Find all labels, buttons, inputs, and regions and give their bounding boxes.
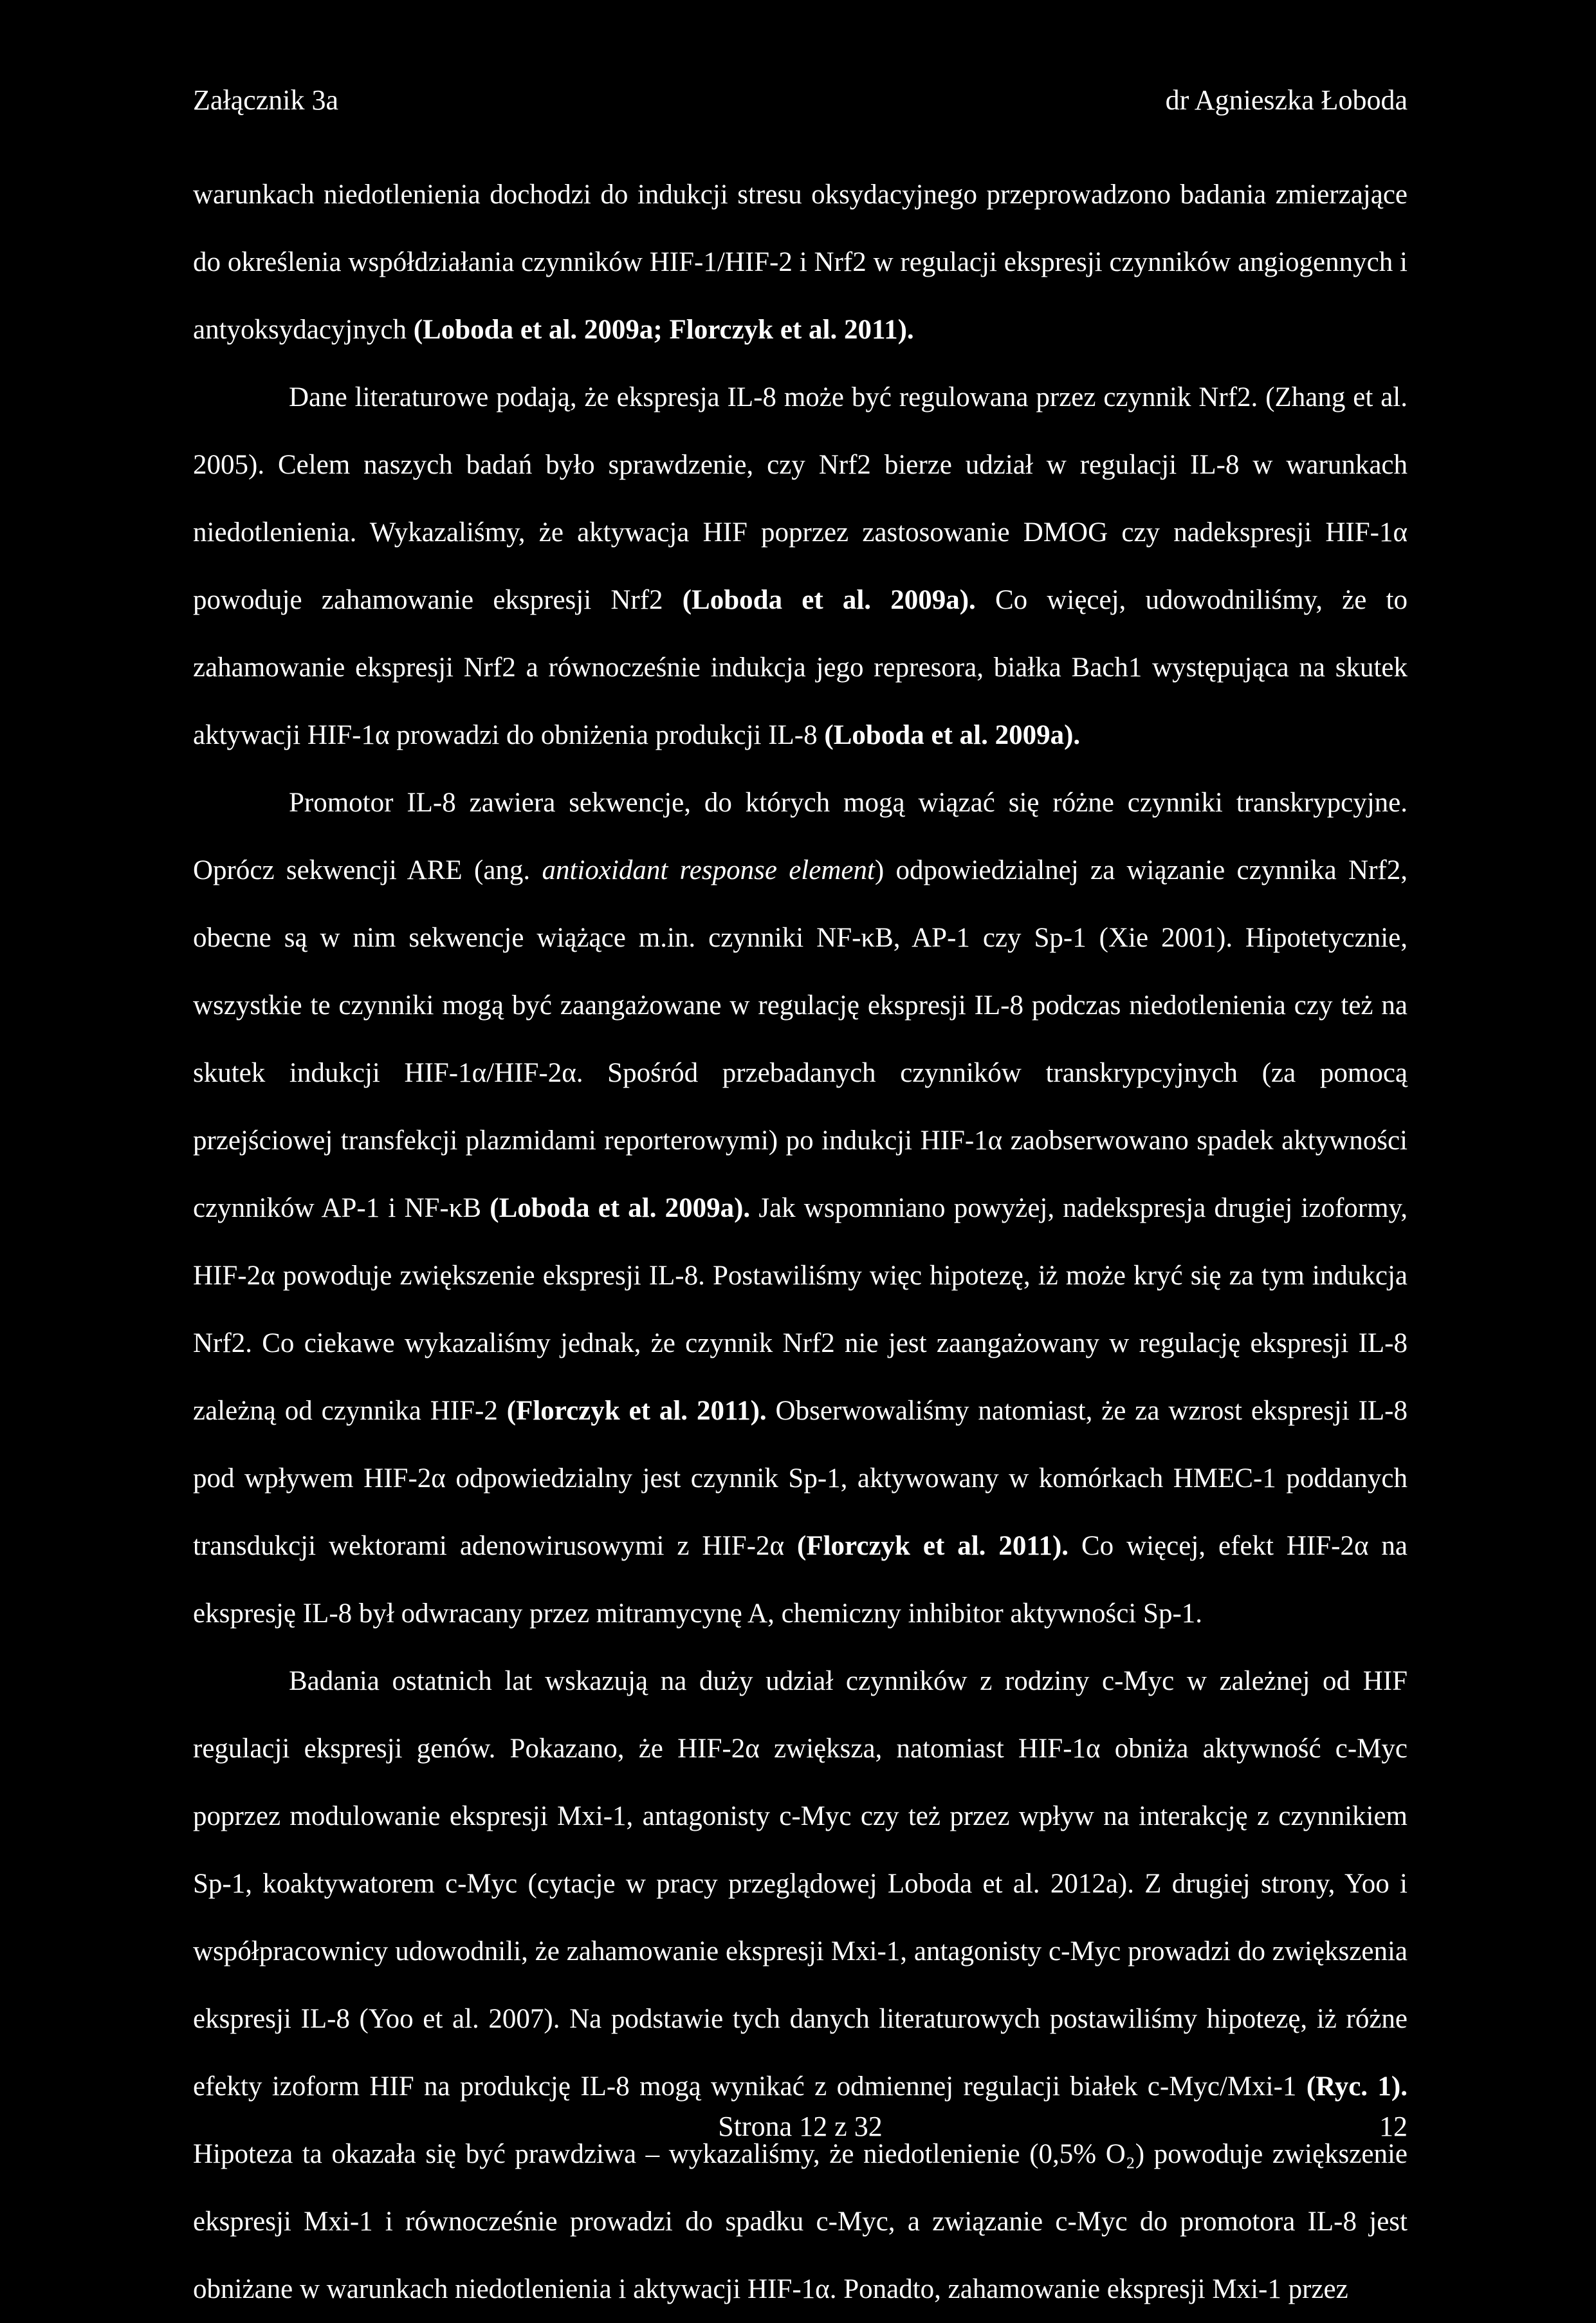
page-label: Strona 12 z 32 <box>718 2111 883 2142</box>
text-run: Promotor IL-8 zawiera sekwencje, do których mogą wiązać się różne czynniki transkrypcyjne. Oprócz sekwencji ARE (ang. <box>193 788 1408 885</box>
citation: (Loboda et al. 2009a; Florczyk et al. 2011). <box>413 315 914 345</box>
document-body <box>193 161 1408 2323</box>
text-run: Badania ostatnich lat wskazują na duży udział czynników z rodziny c-Myc w zależnej od HIF regulacji ekspresji genów. Pokazano, że HIF-2α zwiększa, natomiast HIF-1α obniża aktywność c-Myc poprzez modulowanie ekspresji Mxi-1, antagonisty c-Myc czy też przez wpływ na interakcję z czynnikiem Sp-1, koaktywatorem c-Myc (cytacje w pracy przeglądowej Loboda et al. 2012a). Z drugiej strony, Yoo i współpracownicy udowodnili, że zahamowanie ekspresji Mxi-1, antagonisty c-Myc prowadzi do zwiększenia ekspresji IL-8 (Yoo et al. 2007). Na podstawie tych danych literaturowych postawiliśmy hipotezę, iż różne efekty izoform HIF na produkcję IL-8 mogą wynikać z odmiennej regulacji białek c-Myc/Mxi-1 <box>193 1666 1408 2102</box>
header-left: Załącznik 3a <box>193 84 338 116</box>
text-run: warunkach niedotlenienia dochodzi do indukcji stresu oksydacyjnego przeprowadzono badania zmierzające do określenia współdziałania czynników HIF-1/HIF-2 i Nrf2 w regulacji ekspresji czynników angiogennych i antyoksydacyjnych <box>193 180 1408 345</box>
text-run: Jak wspomniano powyżej, nadekspresja drugiej izoformy, HIF-2α powoduje zwiększenie ekspresji IL-8. Postawiliśmy więc hipotezę, iż może kryć się za tym indukcja Nrf2. Co ciekawe wykazaliśmy jednak, że czynnik Nrf2 nie jest zaangażowany w regulację ekspresji IL-8 zależną od czynnika HIF-2 <box>193 1193 1408 1426</box>
text-run: Obserwowaliśmy natomiast, że za wzrost ekspresji IL-8 pod wpływem HIF-2α odpowiedzialny jest czynnik Sp-1, aktywowany w komórkach HMEC-1 poddanych transdukcji wektorami adenowirusowymi z HIF-2α <box>193 1396 1408 1561</box>
text-run: Co więcej, efekt HIF-2α na ekspresję IL-8 był odwracany przez mitramycynę A, chemiczny inhibitor aktywności Sp-1. <box>193 1531 1408 1629</box>
paragraph <box>193 769 1408 1647</box>
citation: (Loboda et al. 2009a). <box>682 585 976 615</box>
citation: (Loboda et al. 2009a). <box>824 720 1081 750</box>
text-run: Dane literaturowe podają, że ekspresja IL-8 może być regulowana przez czynnik Nrf2. (Zhang et al. 2005). Celem naszych badań było sprawdzenie, czy Nrf2 bierze udział w regulacji IL-8 w warunkach niedotlenienia. Wykazaliśmy, że aktywacja HIF poprzez zastosowanie DMOG czy nadekspresji HIF-1α powoduje zahamowanie ekspresji Nrf2 <box>193 382 1408 615</box>
paragraph <box>193 364 1408 769</box>
paragraph <box>193 1647 1408 2323</box>
citation: (Ryc. 1). <box>1306 2071 1408 2102</box>
page-header <box>193 82 1408 118</box>
paragraph <box>193 161 1408 364</box>
page-footer <box>193 2104 1408 2149</box>
text-run: Hipoteza ta okazała się być prawdziwa – wykazaliśmy, że niedotlenienie (0,5% O₂) powoduje zwiększenie ekspresji Mxi-1 i równocześnie prowadzi do spadku c-Myc, a związanie c-Myc do promotora IL-8 jest obniżane w warunkach niedotlenienia i aktywacji HIF-1α. Ponadto, zahamowanie ekspresji Mxi-1 przez <box>193 2139 1408 2304</box>
header-right: dr Agnieszka Łoboda <box>1165 84 1408 116</box>
page-number: 12 <box>1379 2111 1408 2142</box>
citation: (Florczyk et al. 2011). <box>506 1396 767 1426</box>
text-run: ) odpowiedzialnej za wiązanie czynnika Nrf2, obecne są w nim sekwencje wiążące m.in. czynniki NF-κB, AP-1 czy Sp-1 (Xie 2001). Hipotetycznie, wszystkie te czynniki mogą być zaangażowane w regulację ekspresji IL-8 podczas niedotlenienia czy też na skutek indukcji HIF-1α/HIF-2α. Spośród przebadanych czynników transkrypcyjnych (za pomocą przejściowej transfekcji plazmidami reporterowymi) po indukcji HIF-1α zaobserwowano spadek aktywności czynników AP-1 i NF-κB <box>193 855 1408 1223</box>
italic-term: antioxidant response element <box>542 855 875 885</box>
citation: (Loboda et al. 2009a). <box>490 1193 751 1223</box>
text-run: Co więcej, udowodniliśmy, że to zahamowanie ekspresji Nrf2 a równocześnie indukcja jego represora, białka Bach1 występująca na skutek aktywacji HIF-1α prowadzi do obniżenia produkcji IL-8 <box>193 585 1408 750</box>
citation: (Florczyk et al. 2011). <box>797 1531 1069 1561</box>
